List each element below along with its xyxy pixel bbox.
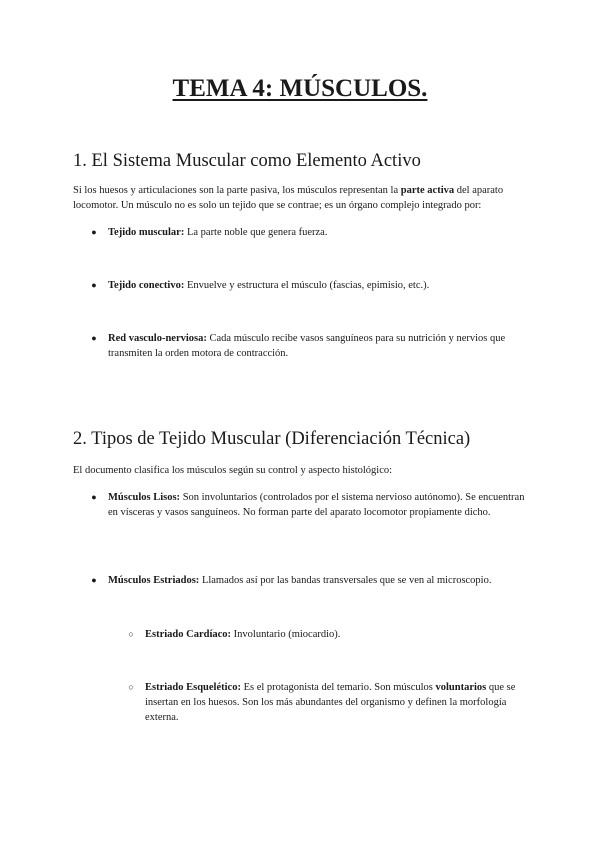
sub-list-item-text-b: que se insertan en los huesos. Son los más abundantes del organismo y definen la morfología externa. xyxy=(145,682,516,723)
bullet-circle-icon: ○ xyxy=(128,682,134,692)
sub-list-item-bold: voluntarios xyxy=(435,682,487,693)
bullet-disc-icon: ● xyxy=(91,492,97,502)
list-item-label: Músculos Lisos: xyxy=(108,492,181,503)
list-item-text: Envuelve y estructura el músculo (fascias, epimisio, etc.). xyxy=(184,280,430,291)
section-1-intro xyxy=(73,183,533,213)
bullet-disc-icon: ● xyxy=(91,333,97,343)
list-item xyxy=(91,331,528,361)
bullet-circle-icon: ○ xyxy=(128,629,134,639)
list-item-text: Son involuntarios (controlados por el sistema nervioso autónomo). Se encuentran en vísceras y vasos sanguíneos. No forman parte del aparato locomotor propiamente dicho. xyxy=(108,492,525,518)
list-item xyxy=(91,278,528,293)
bullet-disc-icon: ● xyxy=(91,227,97,237)
list-item-text: Cada músculo recibe vasos sanguíneos para su nutrición y nervios que transmiten la orden motora de contracción. xyxy=(108,333,506,359)
list-item-text: Llamados así por las bandas transversales que se ven al microscopio. xyxy=(199,575,492,586)
sub-list-item-text: Involuntario (miocardio). xyxy=(231,629,341,640)
section-2-heading: 2. Tipos de Tejido Muscular (Diferenciación Técnica) xyxy=(73,429,471,449)
list-item-label: Red vasculo-nerviosa: xyxy=(108,333,207,344)
list-item-label: Tejido conectivo: xyxy=(108,280,185,291)
list-item-label: Músculos Estriados: xyxy=(108,575,200,586)
list-item-label: Tejido muscular: xyxy=(108,227,185,238)
section-1-heading: 1. El Sistema Muscular como Elemento Activo xyxy=(73,151,421,171)
section-2-intro: El documento clasifica los músculos según su control y aspecto histológico: xyxy=(73,465,393,476)
sub-list-item-label: Estriado Esquelético: xyxy=(145,682,241,693)
list-item-text: La parte noble que genera fuerza. xyxy=(184,227,328,238)
sub-list-item-text-a: Es el protagonista del temario. Son músculos xyxy=(240,682,436,693)
section-1-intro-text-a: Si los huesos y articulaciones son la parte pasiva, los músculos representan la xyxy=(73,185,401,196)
section-1-intro-text-b: del aparato locomotor. Un músculo no es solo un tejido que se contrae; es un órgano complejo integrado por: xyxy=(73,185,504,211)
list-item xyxy=(91,490,528,520)
list-item xyxy=(91,225,528,240)
page-title: TEMA 4: MÚSCULOS. xyxy=(172,75,428,102)
bullet-disc-icon: ● xyxy=(91,575,97,585)
section-1-intro-bold: parte activa xyxy=(400,185,455,196)
sub-list-item xyxy=(128,680,530,725)
sub-list-item xyxy=(128,627,530,642)
list-item xyxy=(91,573,528,588)
bullet-disc-icon: ● xyxy=(91,280,97,290)
sub-list-item-label: Estriado Cardíaco: xyxy=(145,629,232,640)
